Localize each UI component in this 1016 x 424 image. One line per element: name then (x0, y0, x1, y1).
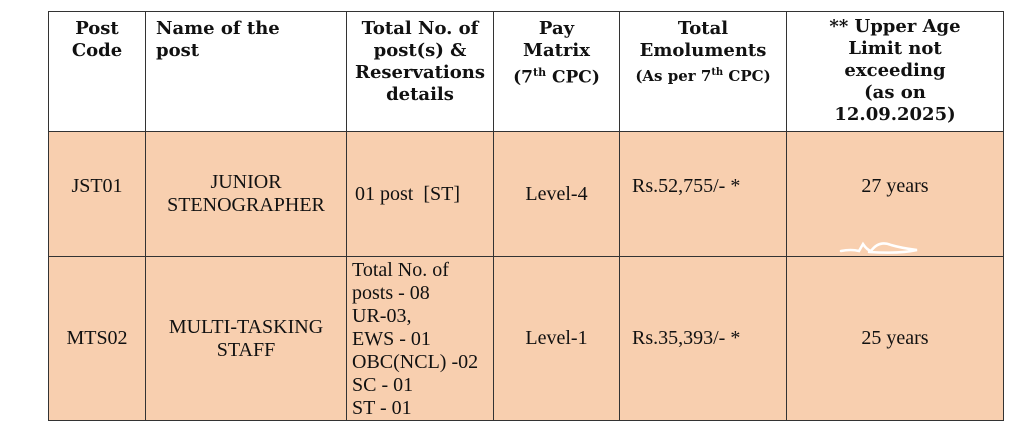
cell-post-code (49, 257, 146, 421)
header-total-posts (347, 12, 494, 132)
post-name-line: MULTI-TASKING (168, 315, 324, 338)
posts-table (48, 11, 1004, 421)
header-text: CPC) (546, 67, 600, 88)
header-line: post(s) & (373, 40, 467, 61)
header-line: Matrix (523, 40, 590, 61)
header-name-of-post (146, 12, 347, 132)
cell-post-details (347, 132, 494, 257)
header-line: post (156, 40, 200, 61)
header-line: Reservations (355, 62, 485, 83)
pen-scribble-icon (839, 236, 921, 256)
header-line: 12.09.2025) (834, 104, 956, 125)
cell-pay-matrix (494, 132, 620, 257)
header-row (49, 12, 1004, 132)
header-pay-matrix (494, 12, 620, 132)
post-details-line: UR-03, (352, 305, 412, 327)
header-post-code (49, 12, 146, 132)
pay-matrix-value: Level-1 (525, 327, 588, 349)
post-details-line: Total No. of (352, 259, 449, 281)
header-text: (As per 7 (635, 67, 712, 85)
post-details-line: SC - 01 (352, 374, 414, 396)
post-details-line: posts - 08 (352, 282, 430, 304)
age-limit-value: 27 years (861, 174, 929, 197)
cell-age-limit (787, 132, 1004, 257)
header-line: Name of the (156, 18, 280, 39)
header-line: Total No. of (361, 18, 479, 39)
emoluments-value: Rs.52,755/- * (632, 174, 741, 197)
header-line: (as on (864, 82, 926, 103)
cell-emoluments (620, 132, 787, 257)
emoluments-value: Rs.35,393/- * (632, 327, 741, 349)
header-line: exceeding (844, 60, 946, 81)
cell-post-code (49, 132, 146, 257)
cell-post-name (146, 132, 347, 257)
header-line (494, 62, 619, 89)
table-row (49, 257, 1004, 421)
cell-emoluments (620, 257, 787, 421)
header-upper-age-limit (787, 12, 1004, 132)
header-line: Code (71, 40, 123, 61)
post-name-line: STENOGRAPHER (167, 194, 325, 216)
header-text: (7 (513, 67, 533, 88)
header-line: Emoluments (639, 40, 767, 61)
post-name-line: STAFF (216, 338, 276, 361)
post-code: JST01 (71, 174, 123, 197)
header-text: CPC) (723, 67, 771, 85)
age-limit-value: 25 years (861, 327, 929, 349)
header-line: Limit not (848, 38, 942, 59)
post-details-line: OBC(NCL) -02 (352, 351, 479, 373)
cell-pay-matrix (494, 257, 620, 421)
cell-age-limit (787, 257, 1004, 421)
header-line: details (386, 84, 454, 105)
cell-post-details (347, 257, 494, 421)
header-sup: th (532, 66, 547, 79)
header-line: Total (677, 18, 729, 39)
cell-post-name (146, 257, 347, 421)
header-total-emoluments (620, 12, 787, 132)
header-line: Post (75, 18, 119, 39)
header-sup: th (711, 67, 724, 78)
table-row (49, 132, 1004, 257)
post-name-line: JUNIOR (210, 171, 282, 193)
pay-matrix-value: Level-4 (525, 182, 588, 205)
header-line (620, 62, 786, 87)
header-line: Pay (538, 18, 575, 39)
header-line: ** Upper Age (829, 16, 961, 37)
post-details-line: ST - 01 (352, 397, 412, 419)
post-details-line: 01 post [ST] (355, 182, 460, 205)
post-code: MTS02 (66, 327, 128, 349)
post-details-line: EWS - 01 (352, 328, 431, 350)
